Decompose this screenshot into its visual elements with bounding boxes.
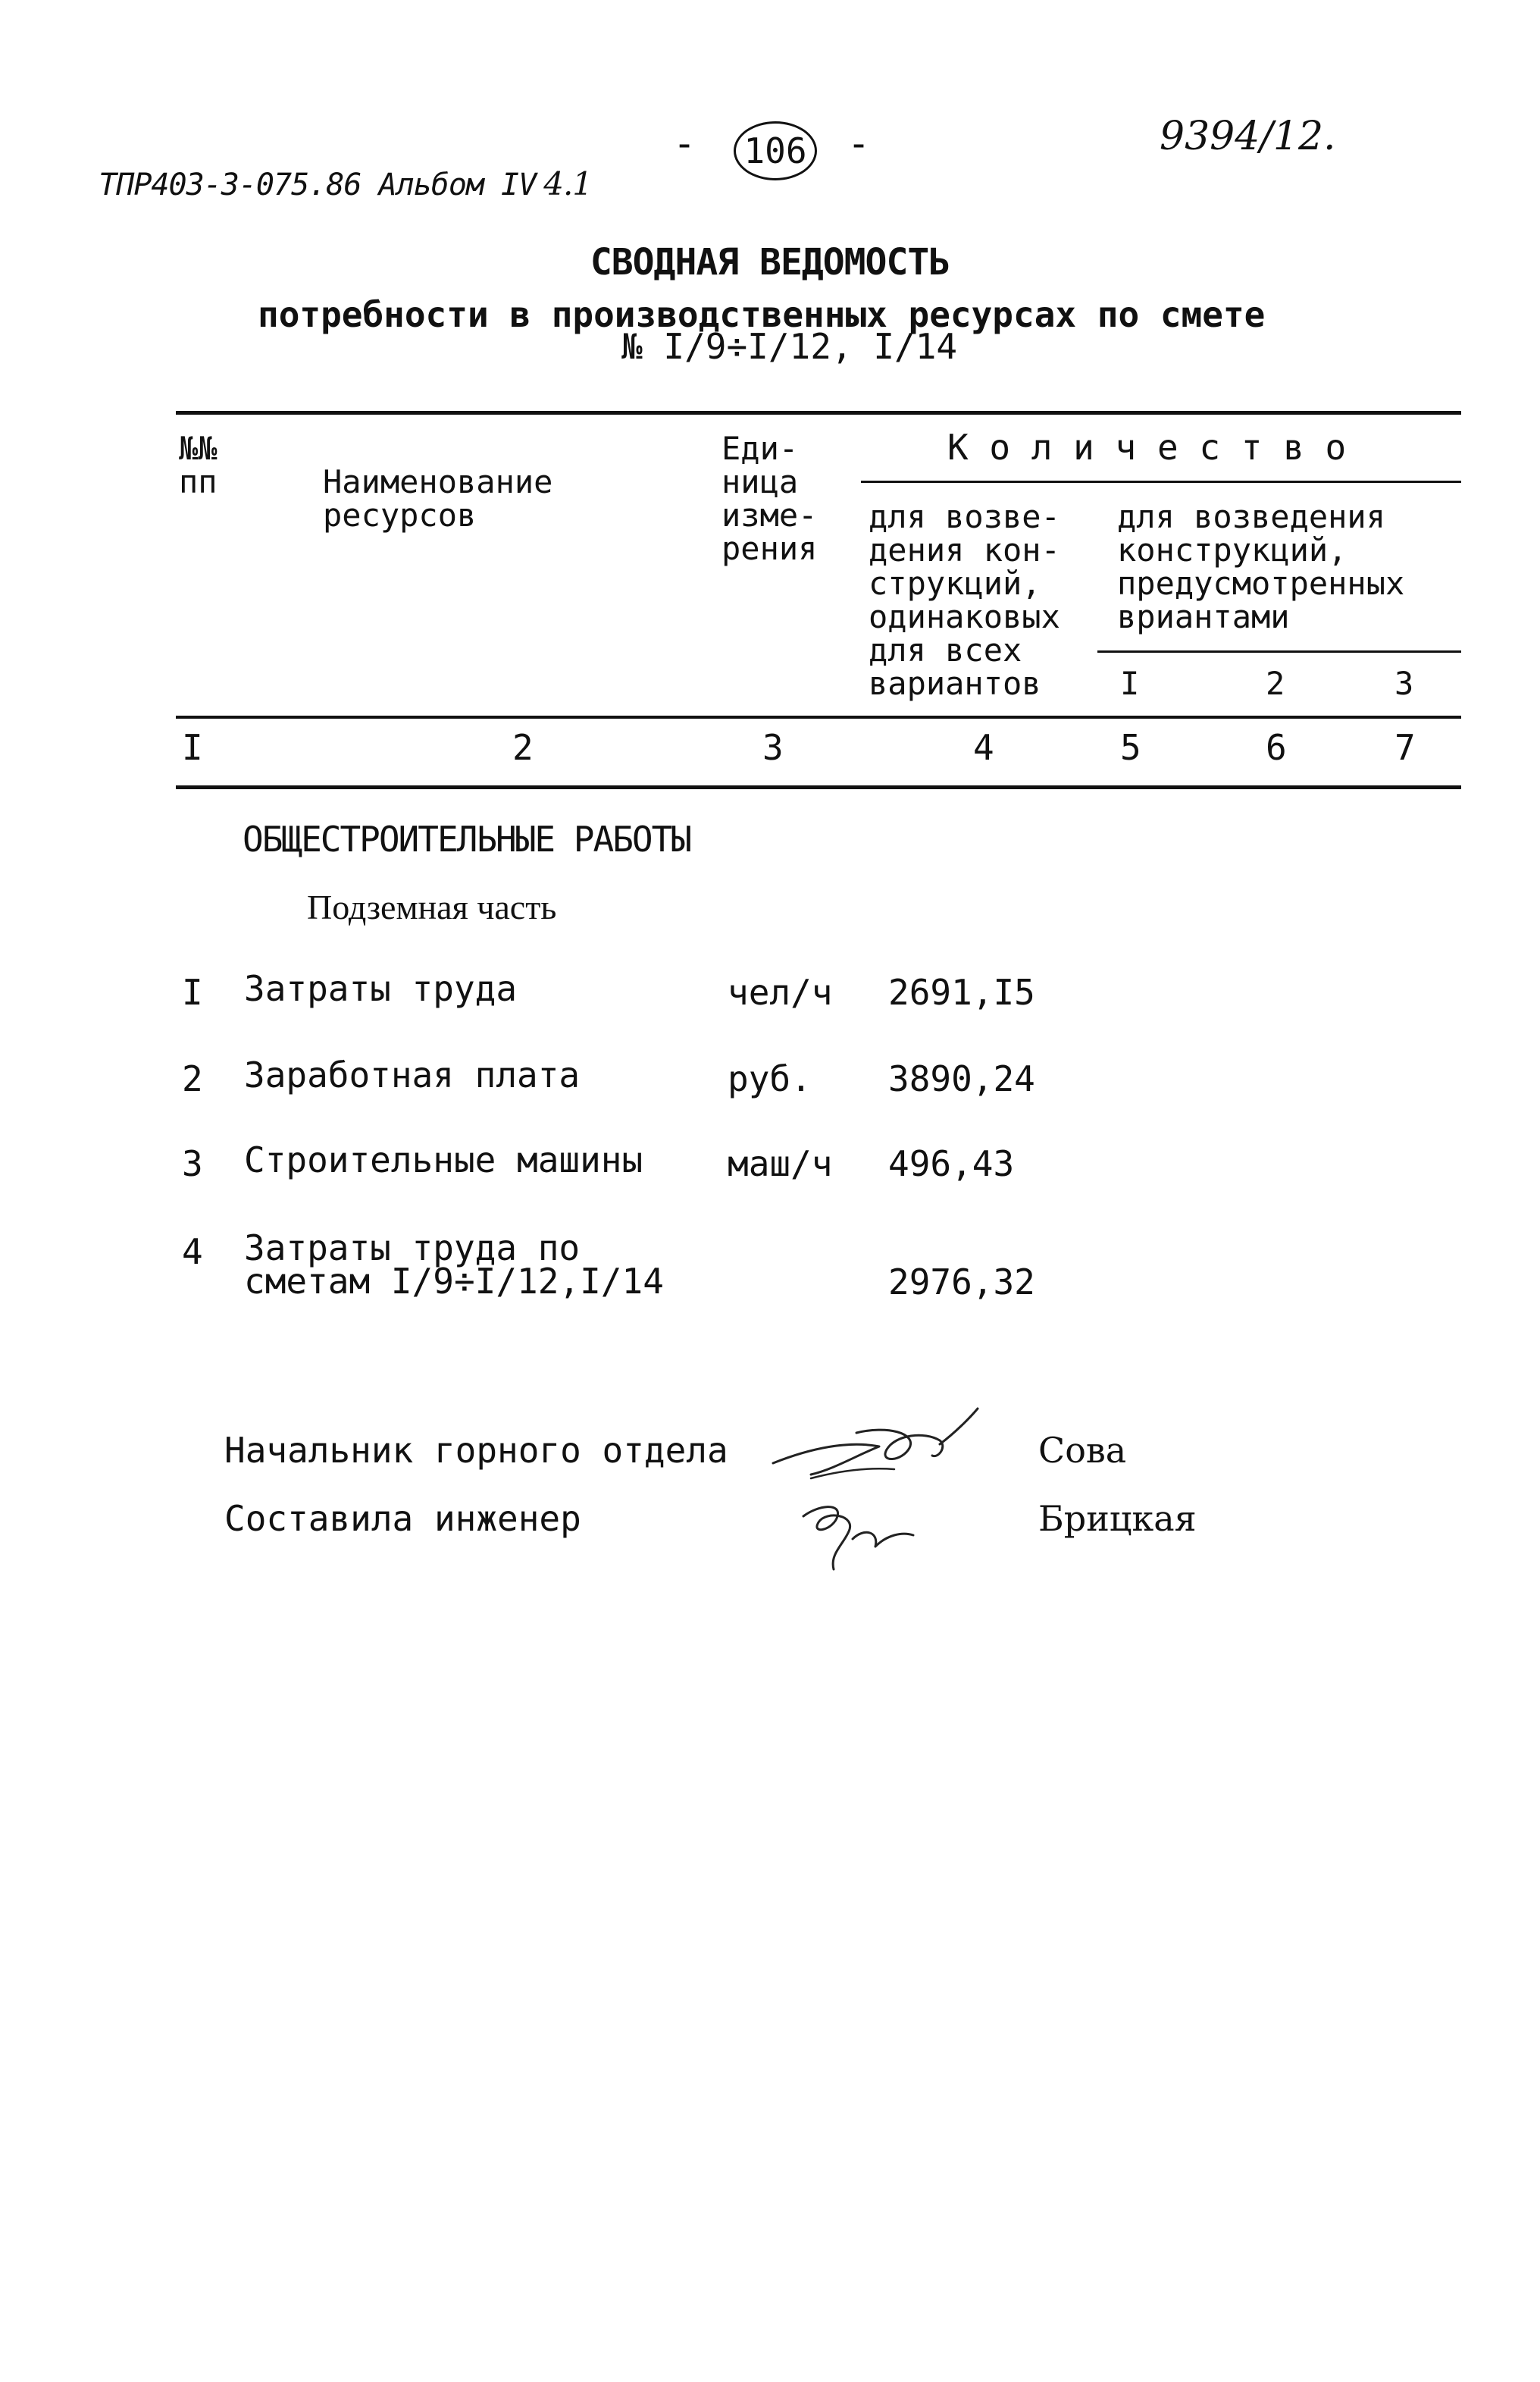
qty-group-rule [861,481,1461,483]
col-header-variant-2: 2 [1266,665,1285,702]
row-name: Затраты труда по сметам I/9÷I/12,I/14 [244,1227,664,1302]
variants-rule [1097,650,1461,653]
table-top-rule [176,411,1461,415]
column-number: 6 [1266,727,1287,768]
row-number: I [182,972,203,1013]
document-subtitle: потребности в производственных ресурсах по смете [258,294,1266,335]
section-title: ОБЩЕСТРОИТЕЛЬНЫЕ РАБОТЫ [243,819,690,860]
column-number: I [182,727,203,768]
page-number-dash-left: - [673,121,696,165]
col-header-qty-variants: для возведения конструкций, предусмотренных вриантами [1117,498,1405,635]
signature-scribble-head [765,1403,993,1486]
column-number: 7 [1394,727,1416,768]
col-header-variant-1: I [1120,665,1140,702]
signature-name-head: Сова [1038,1430,1127,1471]
col-header-unit: Еди- ница изме- рения [721,430,818,567]
row-quantity: 2691,I5 [888,972,1035,1013]
subsection-title: Подземная часть [307,888,557,926]
row-quantity: 2976,32 [888,1262,1035,1302]
row-number: 4 [182,1231,203,1272]
column-number: 5 [1120,727,1141,768]
col-header-qty-common: для возве- дения кон- струкций, одинаковых для всех вариантов [869,498,1060,702]
handwritten-reference: 9394/12. [1160,114,1336,159]
row-name: Затраты труда [244,968,518,1009]
signature-scribble-engineer [788,1493,925,1584]
signature-role-head: Начальник горного отдела [224,1430,728,1471]
row-name: Строительные машины [244,1139,643,1180]
col-header-num: №№ пп [179,430,218,500]
col-header-quantity: К о л и ч е с т в о [947,427,1347,468]
page-number: 106 [734,121,817,180]
row-unit: чел/ч [728,972,833,1013]
column-numbers-rule [176,785,1461,789]
row-name: Заработная плата [244,1055,581,1095]
row-number: 3 [182,1143,203,1184]
document-subtitle-estimate: № I/9÷I/12, I/14 [621,326,958,367]
column-number: 2 [512,727,534,768]
signature-role-engineer: Составила инженер [224,1498,581,1539]
document-code [64,130,592,202]
document-title: СВОДНАЯ ВЕДОМОСТЬ [590,241,950,284]
column-number: 4 [973,727,994,768]
row-unit: руб. [728,1058,812,1099]
col-header-name: Наименование ресурсов [323,463,553,534]
column-number: 3 [762,727,784,768]
doc-code-handwritten: 4.1 [543,165,593,202]
row-unit: маш/ч [728,1143,833,1184]
header-bottom-rule [176,716,1461,719]
signature-name-engineer: Брицкая [1038,1498,1197,1539]
col-header-variant-3: 3 [1394,665,1414,702]
row-quantity: 496,43 [888,1143,1015,1184]
page-number-dash-right: - [847,121,871,165]
row-quantity: 3890,24 [888,1058,1035,1099]
doc-code-text: ТПР403-3-075.86 Альбом IV [99,168,537,202]
row-number: 2 [182,1058,203,1099]
